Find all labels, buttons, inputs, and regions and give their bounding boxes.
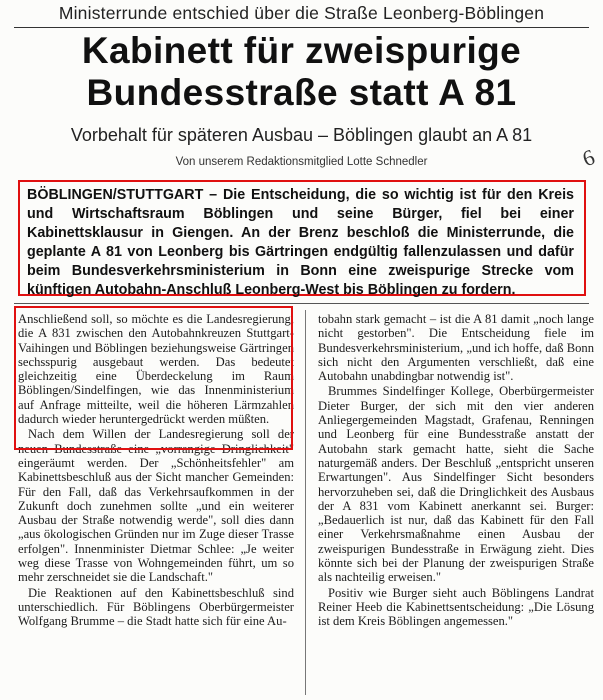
headline-line-2: Bundesstraße statt A 81	[86, 72, 517, 113]
subheadline: Vorbehalt für späteren Ausbau – Böblingen glaubt an A 81	[70, 125, 533, 145]
lead-rule	[14, 303, 589, 304]
body-paragraph: Anschließend soll, so möchte es die Landesregierung, die A 831 zwischen den Autobahnkreuzen Stuttgart-Vaihingen und Böblingen beziehungsweise Gärtringen sechsspurig ausgebaut werden. Das bedeutet gleichzeitig eine Überdeckelung im Raum Böblingen/Sindelfingen, wie das Innenministerium auf Anfrage mitteilte, weil die höheren Lärmzahlen dadurch wieder heruntergedrückt werden müßten.	[18, 312, 294, 427]
kicker: Ministerrunde entschied über die Straße Leonberg-Böblingen	[58, 3, 545, 23]
handwritten-margin-note: 6	[579, 144, 598, 172]
byline: Von unserem Redaktionsmitglied Lotte Schnedler	[175, 156, 428, 168]
lead-paragraph: BÖBLINGEN/STUTTGART – Die Entscheidung, die so wichtig ist für den Kreis und Wirtschaftsraum Böblingen und seine Bürger, fiel bei einer Kabinettsklausur in Giengen. An der Brenz beschloß die Ministerrunde, die geplante A 81 von Leonberg bis Gärtringen endgültig fallenzulassen und dafür beim Bundesverkehrsministerium in Bonn eine zweispurige Strecke vom künftigen Autobahn-Anschluß Leonberg-West bis Böblingen zu fordern.	[27, 187, 574, 298]
body-paragraph: tobahn stark gemacht – ist die A 81 damit „noch lange nicht gestorben". Die Entscheidung fiele im Bundesverkehrsministerium, „und ich hoffe, daß Bonn sich nicht den Argumenten verschließt, daß eine Autobahn unabdingbar notwendig ist".	[318, 312, 594, 384]
column-divider	[305, 310, 306, 695]
headline	[0, 30, 603, 114]
body-paragraph: Nach dem Willen der Landesregierung soll der neuen Bundesstraße eine „vorrangige Dringlichkeit" eingeräumt werden. Der „Schönheitsfehler" am Kabinettsbeschluß aus der Sicht mancher Gemeinden: Für den Fall, daß das Verkehrsaufkommen in der Zukunft doch zunehmen sollte „und ein weiterer Ausbau der Straße notwendig werde", soll dies dann „aus ökologischen Gründen nur im Zuge dieser Trasse erfolgen". Innenminister Dietmar Schlee: „Je weiter weg diese Trasse von Wohngemeinden führt, um so mehr zerschneidet sie die Landschaft."	[18, 427, 294, 585]
paragraph-highlight-box	[14, 306, 293, 450]
body-paragraph: Brummes Sindelfinger Kollege, Oberbürgermeister Dieter Burger, der sich mit den vier anderen Anliegergemeinden Magstadt, Grafenau, Renningen und Leonberg für eine Bundesstraße anstatt der Autobahn stark gemacht hatte, sieht die Sache naturgemäß anders. Der Beschluß „entspricht unseren Erwartungen". Aus Sindelfinger Sicht besonders hervorzuheben sei, daß die Dringlichkeit des Ausbaus der A 831 vom Kabinett anerkannt sei. Burger: „Bedauerlich ist nur, daß das Kabinett für den Fall einer Verkehrsmaßnahme einen Ausbau der zweispurigen Bundesstraße in Erwägung zieht. Dies könnte sich bei der Planung der zweispurigen Straße als nachteilig erweisen."	[318, 384, 594, 585]
body-paragraph: Positiv wie Burger sieht auch Böblingens Landrat Reiner Heeb die Kabinettsentscheidung: „Die Lösung ist dem Kreis Böblingen angemessen."	[318, 585, 594, 629]
kicker-rule	[14, 27, 589, 28]
right-column	[318, 312, 594, 629]
body-paragraph: Die Reaktionen auf den Kabinettsbeschluß sind unterschiedlich. Für Böblingens Oberbürgermeister Wolfgang Brumme – die Stadt hatte sich für eine Au-	[18, 585, 294, 629]
headline-line-1: Kabinett für zweispurige	[81, 30, 522, 71]
